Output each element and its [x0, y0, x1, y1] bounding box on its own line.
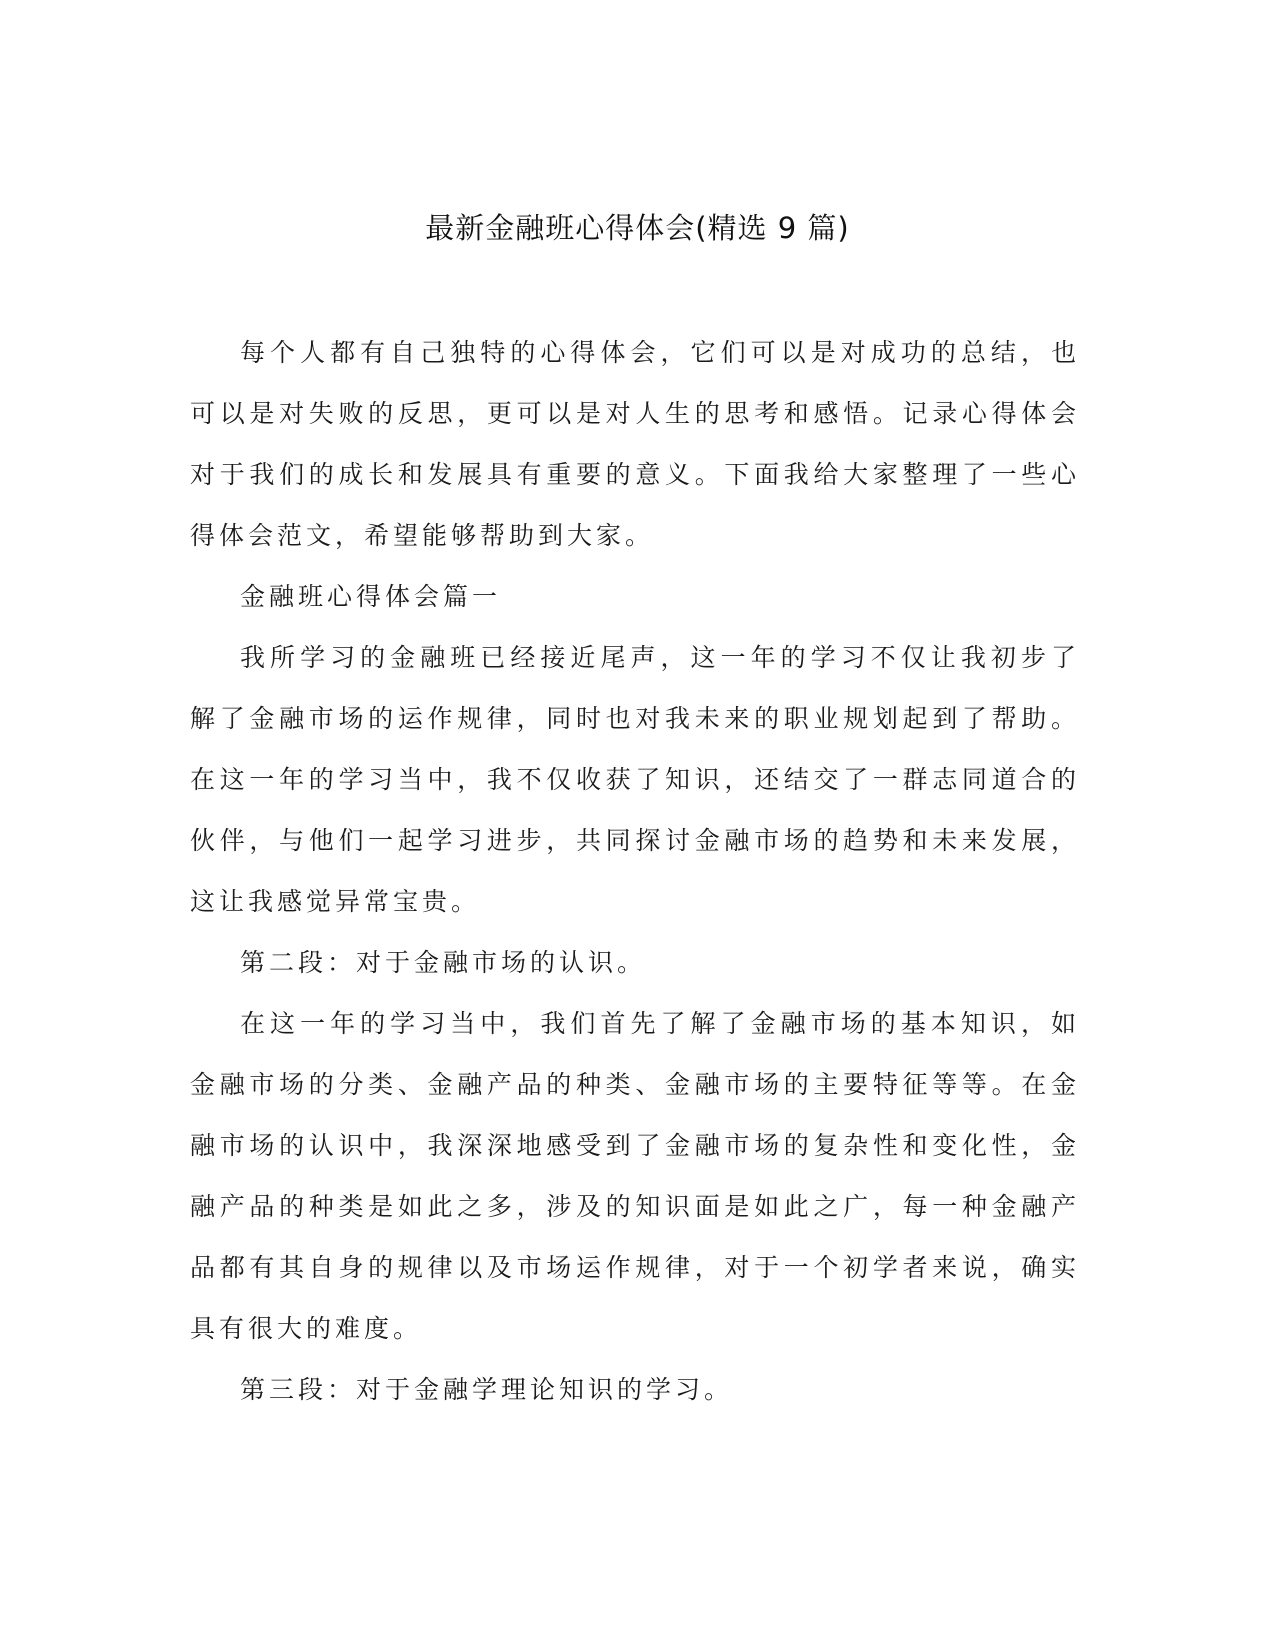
document-body	[190, 322, 1080, 1420]
section-heading-paragraph-two: 第二段：对于金融市场的认识。	[240, 948, 647, 977]
intro-paragraph: 每个人都有自己独特的心得体会，它们可以是对成功的总结，也可以是对失败的反思，更可以是对人生的思考和感悟。记录心得体会对于我们的成长和发展具有重要的意义。下面我给大家整理了一些心得体会范文，希望能够帮助到大家。	[190, 338, 1080, 550]
body-paragraph: 我所学习的金融班已经接近尾声，这一年的学习不仅让我初步了解了金融市场的运作规律，同时也对我未来的职业规划起到了帮助。在这一年的学习当中，我不仅收获了知识，还结交了一群志同道合的伙伴，与他们一起学习进步，共同探讨金融市场的趋势和未来发展，这让我感觉异常宝贵。	[190, 643, 1080, 916]
document-title: 最新金融班心得体会(精选 9 篇)	[425, 211, 850, 245]
section-heading-paragraph-three: 第三段：对于金融学理论知识的学习。	[240, 1375, 734, 1404]
section-heading-article-one: 金融班心得体会篇一	[240, 582, 502, 611]
body-paragraph: 在这一年的学习当中，我们首先了解了金融市场的基本知识，如金融市场的分类、金融产品的种类、金融市场的主要特征等等。在金融市场的认识中，我深深地感受到了金融市场的复杂性和变化性，金融产品的种类是如此之多，涉及的知识面是如此之广，每一种金融产品都有其自身的规律以及市场运作规律，对于一个初学者来说，确实具有很大的难度。	[190, 1009, 1080, 1343]
